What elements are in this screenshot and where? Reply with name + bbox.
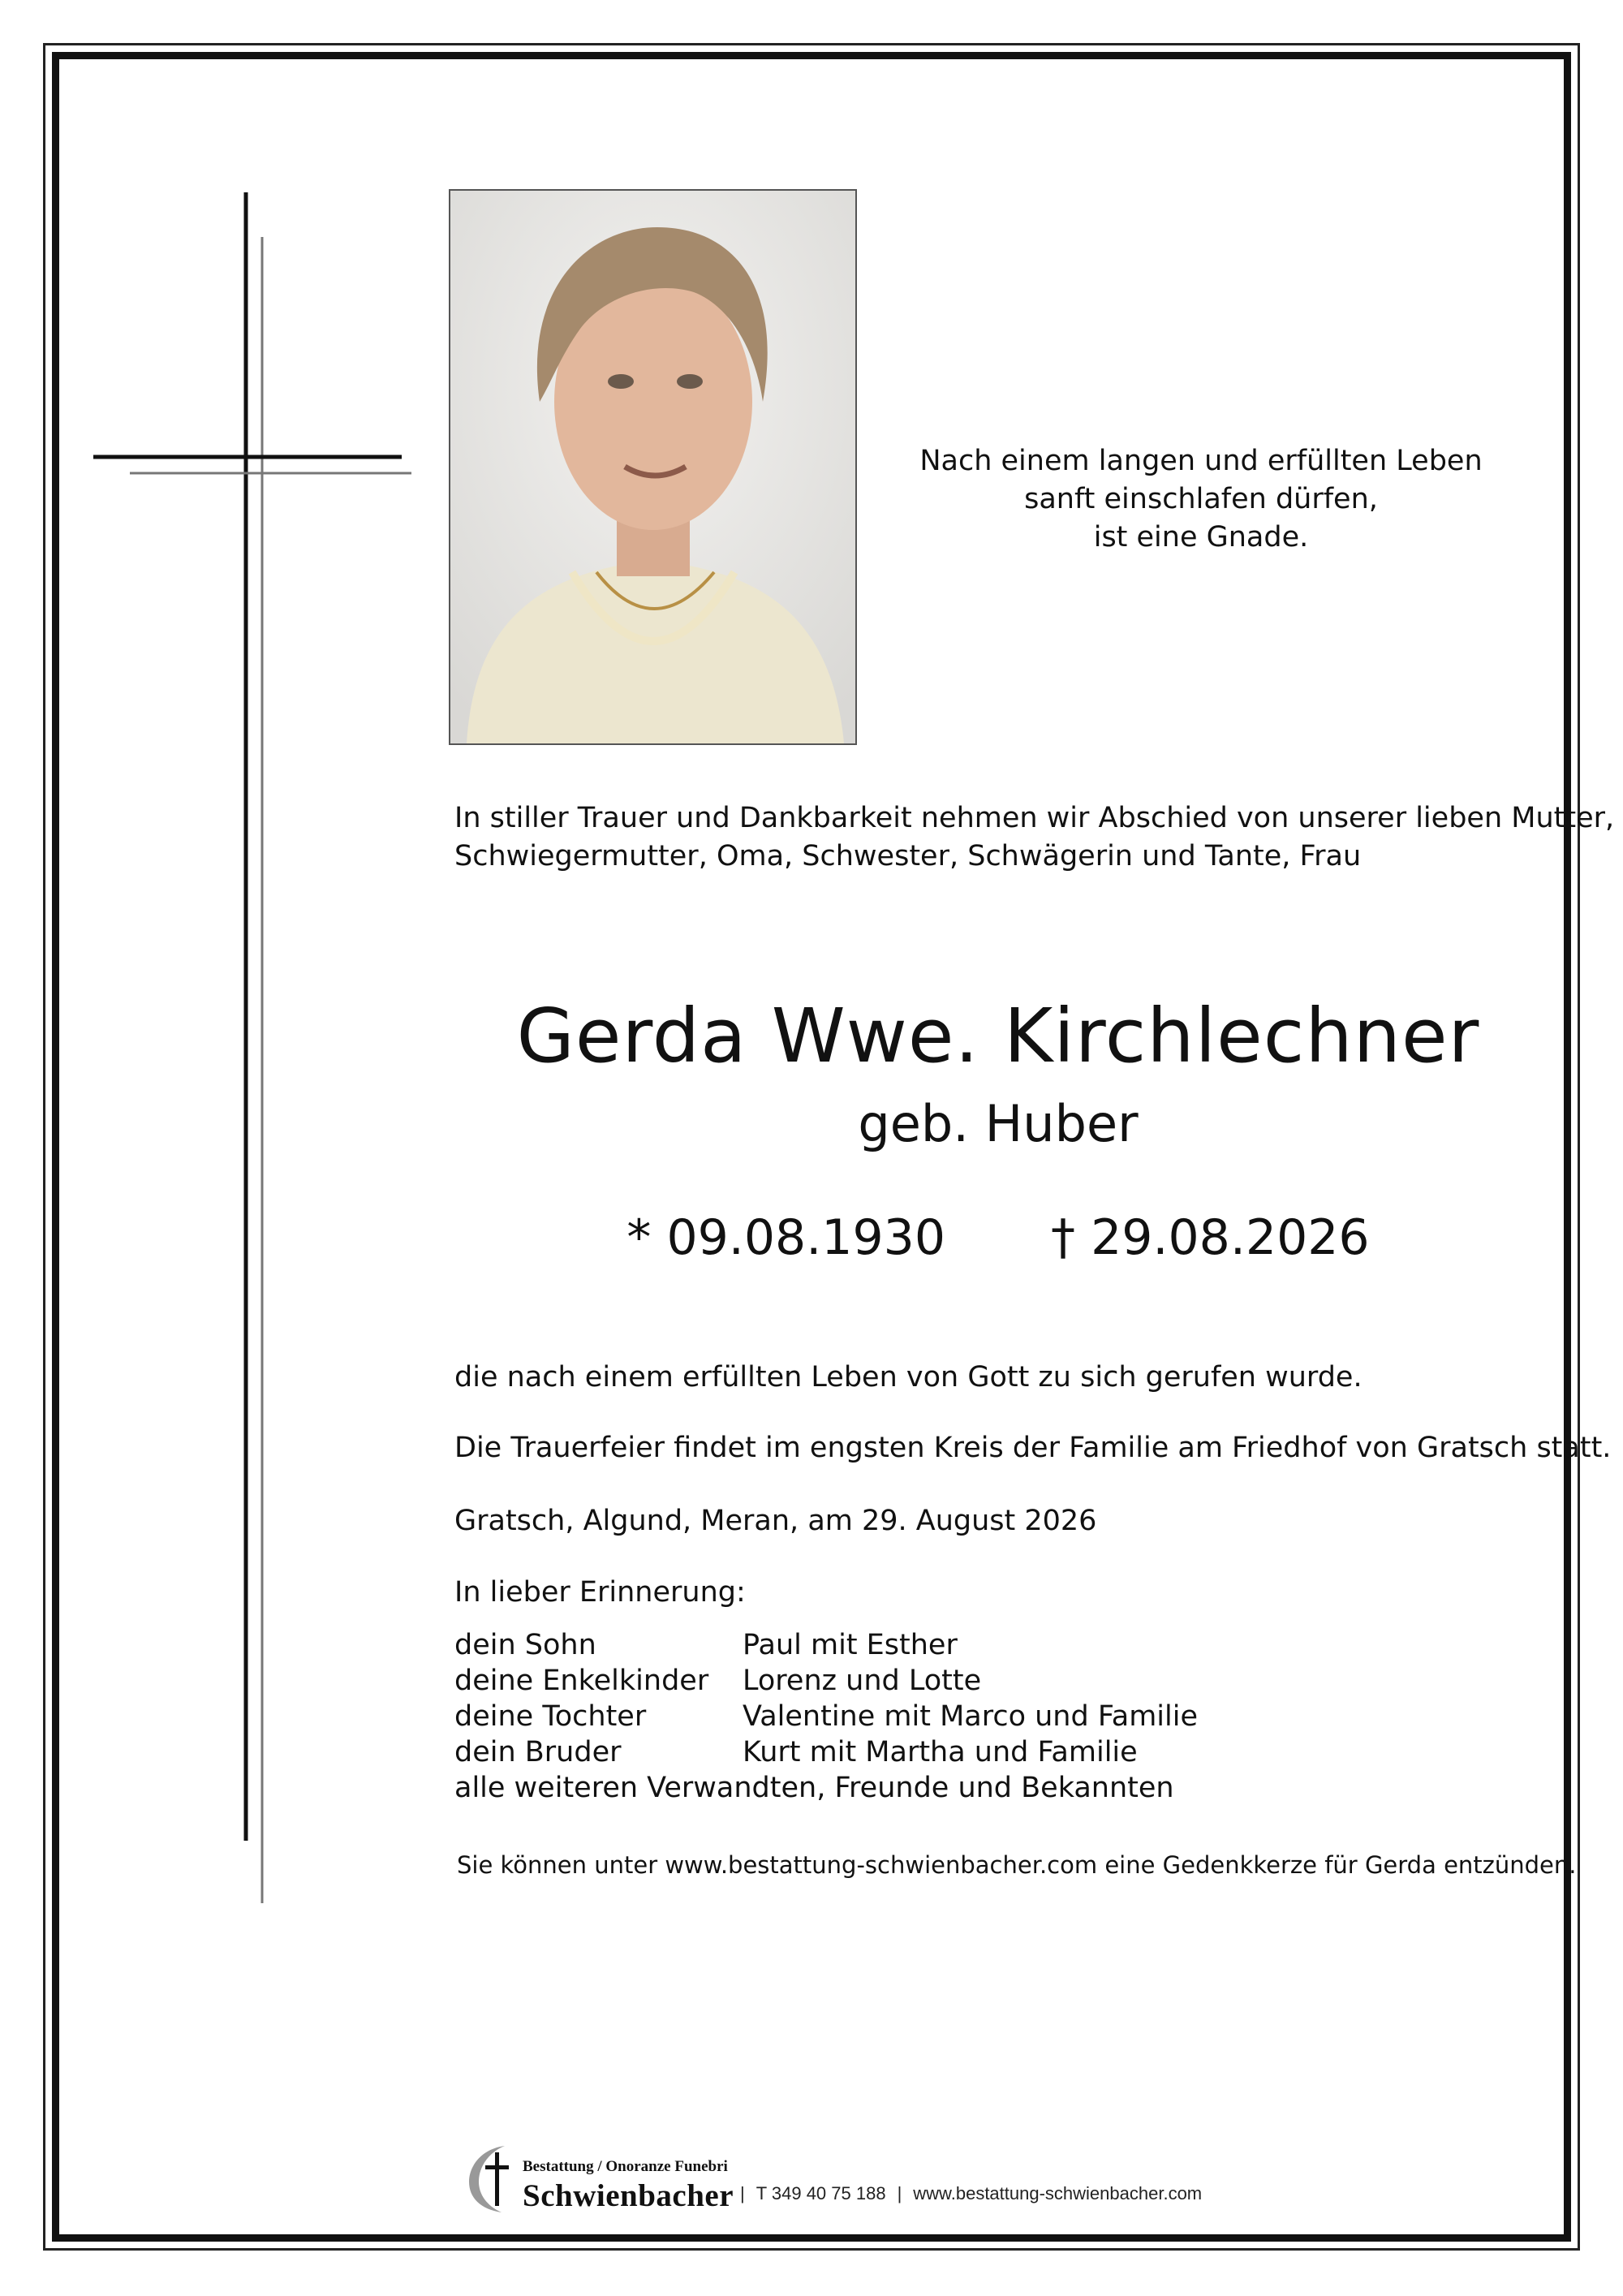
deceased-name: Gerda Wwe. Kirchlechner	[516, 993, 1480, 1079]
list-item	[454, 1663, 1198, 1699]
birth-date: * 09.08.1930	[626, 1209, 945, 1266]
company-name-block	[523, 2157, 734, 2214]
mourner-relation: deine Enkelkinder	[454, 1665, 709, 1697]
ceremony-text: Die Trauerfeier findet im engsten Kreis der Familie am Friedhof von Gratsch statt.	[454, 1432, 1612, 1464]
death-date: † 29.08.2026	[1051, 1209, 1370, 1266]
separator: |	[740, 2183, 745, 2203]
company-logo	[463, 2141, 734, 2214]
mourner-relation: dein Sohn	[454, 1629, 596, 1661]
mourner-names: Lorenz und Lotte	[743, 1665, 982, 1697]
memory-title: In lieber Erinnerung:	[454, 1576, 746, 1609]
called-text: die nach einem erfüllten Leben von Gott zu sich gerufen wurde.	[454, 1361, 1363, 1394]
mourner-names: Valentine mit Marco und Familie	[743, 1700, 1198, 1733]
maiden-name: geb. Huber	[858, 1094, 1139, 1153]
place-date-text: Gratsch, Algund, Meran, am 29. August 2026	[454, 1505, 1097, 1537]
candle-note: Sie können unter www.bestattung-schwienbacher.com eine Gedenkkerze für Gerda entzünden.	[457, 1851, 1577, 1879]
phone-number: T 349 40 75 188	[756, 2183, 886, 2203]
mourners-list	[454, 1627, 1198, 1806]
company-contact	[729, 2182, 1202, 2206]
all-relatives-text: alle weiteren Verwandten, Freunde und Bekannten	[454, 1772, 1174, 1804]
quote-line: Nach einem langen und erfüllten Leben	[919, 445, 1483, 477]
list-item	[454, 1734, 1198, 1770]
quote-line: ist eine Gnade.	[1093, 521, 1309, 554]
company-name: Schwienbacher	[523, 2178, 734, 2213]
quote	[893, 442, 1509, 557]
mourner-names: Kurt mit Martha und Familie	[743, 1736, 1138, 1768]
quote-line: sanft einschlafen dürfen,	[1024, 483, 1378, 515]
cross-logo-icon	[463, 2141, 519, 2214]
portrait-photo	[449, 189, 857, 745]
list-item	[454, 1699, 1198, 1734]
list-item	[454, 1627, 1198, 1663]
mourner-relation: dein Bruder	[454, 1736, 622, 1768]
company-subtitle: Bestattung / Onoranze Funebri	[523, 2158, 728, 2175]
mourner-relation: deine Tochter	[454, 1700, 647, 1733]
intro-line: In stiller Trauer und Dankbarkeit nehmen wir Abschied von unserer lieben Mutter,	[454, 802, 1615, 834]
intro-text	[454, 799, 1614, 876]
life-dates	[454, 1205, 1542, 1270]
mourner-names: Paul mit Esther	[743, 1629, 958, 1661]
website-link[interactable]: www.bestattung-schwienbacher.com	[913, 2183, 1203, 2203]
intro-line: Schwiegermutter, Oma, Schwester, Schwägerin und Tante, Frau	[454, 840, 1362, 872]
separator: |	[897, 2183, 902, 2203]
